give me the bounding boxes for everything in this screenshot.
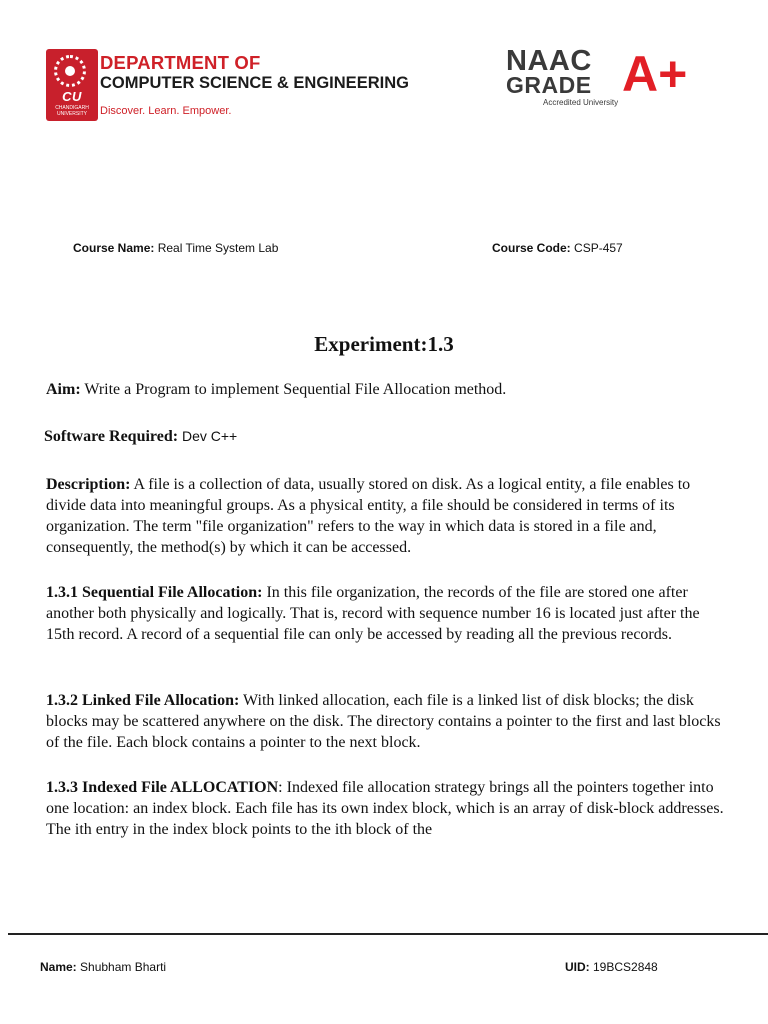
- experiment-title: Experiment:1.3: [314, 332, 454, 356]
- naac-label: NAAC: [506, 45, 592, 77]
- student-uid-label: UID:: [565, 960, 590, 974]
- linked-paragraph: [46, 690, 726, 753]
- student-name-value: Shubham Bharti: [76, 960, 167, 974]
- linked-label: 1.3.2 Linked File Allocation:: [46, 692, 240, 709]
- tagline: Discover. Learn. Empower.: [100, 105, 232, 117]
- student-uid: [565, 960, 658, 974]
- student-name: [40, 960, 166, 974]
- logo-text: CU: [62, 89, 82, 104]
- course-name-value: Real Time System Lab: [154, 241, 279, 255]
- indexed-label: 1.3.3 Indexed File ALLOCATION: [46, 779, 279, 796]
- course-code: [492, 241, 623, 255]
- linked-text: With linked allocation, each file is a linked list of disk blocks; the disk blocks may be scattered anywhere on the disk. The directory contains a pointer to the first and last blocks of the file. Each block contains a pointer to the next block.: [46, 692, 721, 751]
- software-text: Dev C++: [178, 428, 238, 444]
- software-paragraph: [44, 426, 724, 447]
- student-name-label: Name:: [40, 960, 77, 974]
- header-banner: [46, 43, 692, 127]
- department-title: DEPARTMENT OF: [100, 52, 261, 73]
- description-paragraph: [46, 474, 726, 558]
- software-label: Software Required:: [44, 428, 179, 445]
- logo-subtext: CHANDIGARH UNIVERSITY: [55, 105, 89, 117]
- sequential-text: In this file organization, the records of the file are stored one after another both physically and logically. That is, record with sequence number 16 is located just after the 15th record. A record of a sequential file can only be accessed by reading all the previous records.: [46, 584, 700, 643]
- course-code-label: Course Code:: [492, 241, 571, 255]
- emblem-icon: [54, 55, 86, 87]
- aim-label: Aim:: [46, 381, 81, 398]
- description-label: Description:: [46, 476, 131, 493]
- sequential-paragraph: [46, 582, 726, 645]
- course-name: [73, 241, 278, 255]
- indexed-paragraph: [46, 777, 726, 840]
- footer-divider: [8, 933, 768, 935]
- description-text: A file is a collection of data, usually stored on disk. As a logical entity, a file enables to divide data into meaningful groups. As a physical entity, a file should be considered in terms of its organization. The term "file organization" refers to the way in which data is stored in a file and, consequently, the method(s) by which it can be accessed.: [46, 476, 691, 556]
- university-logo: [46, 49, 98, 121]
- department-name: COMPUTER SCIENCE & ENGINEERING: [100, 74, 409, 92]
- course-code-value: CSP-457: [570, 241, 623, 255]
- accredited-label: Accredited University: [543, 98, 619, 107]
- aim-text: Write a Program to implement Sequential File Allocation method.: [80, 381, 507, 398]
- aim-paragraph: [46, 379, 726, 400]
- grade-label: GRADE: [506, 72, 592, 98]
- sequential-label: 1.3.1 Sequential File Allocation:: [46, 584, 263, 601]
- grade-mark: A+: [622, 46, 688, 102]
- course-name-label: Course Name:: [73, 241, 155, 255]
- indexed-text: : Indexed file allocation strategy brings all the pointers together into one location: an index block. Each file has its own index block, which is an array of disk-block addresses. The ith entry in the index block points to the ith block of the: [46, 779, 724, 838]
- student-uid-value: 19BCS2848: [589, 960, 658, 974]
